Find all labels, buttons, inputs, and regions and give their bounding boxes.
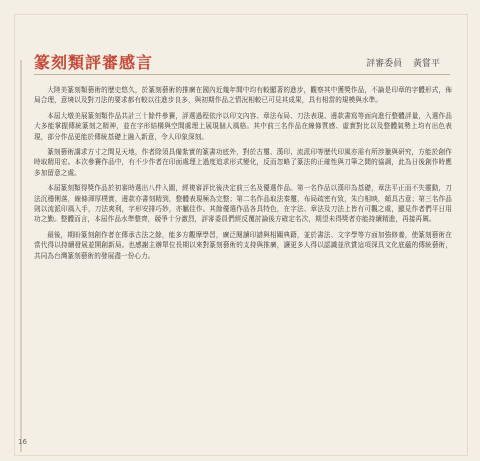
paragraph: 篆刻藝術講求方寸之間見天地，作者除須具備紮實的篆書功底外，對於古璽、漢印、流派印等歷代印風亦需有所涉獵與研究，方能於創作時取精用宏。本次參賽作品中，有不少作者在印面處理上過度追求形式變化，反而忽略了篆法的正確性與刀筆之間的協調，此為日後創作時應多加留意之處。 [34, 148, 452, 177]
paragraph: 本屆大墩美展篆刻類作品共計三十餘件參賽，評選過程依序以印文內容、章法布局、刀法表現、邊款書寫等面向進行整體評量，入選作品大多能掌握傳統篆刻之精神，並在字形結構與空間處理上展現個人風格。其中前三名作品在線條質感、虛實對比以及整體氣勢上均有出色表現，部分作品更能於傳統基礎上融入新意，令人印象深刻。 [34, 111, 452, 141]
author-line [366, 56, 440, 69]
author-name: 黃嘗平 [412, 59, 440, 69]
article-body [34, 85, 452, 266]
page-number: 16 [18, 438, 27, 446]
article-header [34, 50, 454, 72]
author-role: 評審委員 [366, 59, 403, 69]
left-decorative-rule [20, 60, 22, 452]
header-divider [34, 74, 450, 75]
paragraph: 最後，期盼篆刻創作者在傳承古法之餘，能多方觀摩學習，廣泛閱讀印譜與相關典籍，並於書法、文字學等方面加強修養，使篆刻藝術在當代得以持續發展並開創新局。也感謝主辦單位長期以來對篆刻藝術的支持與推廣，讓更多人得以認識並欣賞這項深具文化底蘊的傳統藝術，共同為台灣篆刻藝術的發展盡一份心力。 [34, 230, 452, 260]
article-title: 篆刻類評審感言 [34, 53, 154, 72]
paragraph: 本屆篆刻類得獎作品於初審時選出八件入圍，經複審評比後決定前三名及優選作品。第一名作品以漢印為基礎，章法平正而不失靈動，刀法沉穩俐落，線條渾厚樸實，邊款亦書刻精到，整體表現極為完整；第二名作品取法秦璽，布局疏密有致，朱白相映，頗具古意；第三名作品則以流派印風入手，刀法爽利，字形安排巧妙，亦屬佳作。其餘優選作品各具特色，在字法、章法及刀法上皆有可觀之處，顯見作者們平日用功之勤。整體而言，本屆作品水準整齊，競爭十分激烈，評審委員們經反覆討論後方確定名次，期望未得獎者亦能持續精進，再接再厲。 [34, 184, 452, 224]
paragraph: 大陸美篆刻類藝術的歷史悠久，於篆刻藝術的推廣在國內近幾年間中均有較顯著的進步，觀察其中獲獎作品，不論是印章的字體形式，佈局合理，意境以及對刀法的要求都有較以往進步良多，與初期作品之情況相較已可見其成果，具有相當的規模與水準。 [34, 86, 452, 105]
